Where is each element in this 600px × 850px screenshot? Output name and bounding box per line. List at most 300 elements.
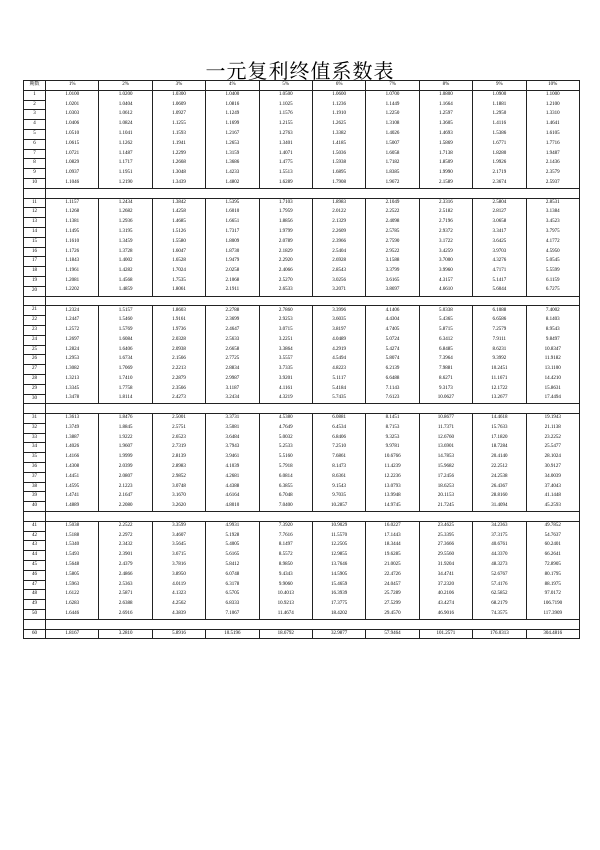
factor-cell: 3.0658 — [473, 218, 526, 228]
factor-cell: 1.5386 — [473, 129, 526, 139]
factor-cell: 1.0201 — [46, 100, 99, 110]
factor-cell: 1.2697 — [46, 335, 99, 345]
spacer-cell — [24, 512, 46, 522]
spacer-cell — [46, 512, 580, 522]
factor-cell: 2.0789 — [259, 237, 312, 247]
factor-cell: 1.4071 — [259, 149, 312, 159]
period-cell: 47 — [24, 580, 46, 590]
table-row — [24, 443, 580, 453]
factor-cell: 4.3276 — [473, 257, 526, 267]
factor-cell: 31.9204 — [419, 561, 472, 571]
factor-cell: 74.3575 — [473, 610, 526, 620]
factor-cell: 2.3674 — [473, 178, 526, 188]
factor-cell: 32.9877 — [312, 629, 365, 639]
factor-cell: 4.5380 — [259, 414, 312, 424]
factor-cell: 1.8061 — [152, 286, 205, 296]
period-cell: 26 — [24, 355, 46, 365]
factor-cell: 5.0724 — [366, 335, 419, 345]
factor-cell: 2.4098 — [366, 218, 419, 228]
factor-cell: 2.7860 — [259, 306, 312, 316]
factor-cell: 8.7153 — [366, 423, 419, 433]
factor-cell: 1.5460 — [99, 316, 152, 326]
factor-cell: 5.1928 — [206, 531, 259, 541]
factor-cell: 3.3731 — [206, 414, 259, 424]
factor-cell: 68.2179 — [473, 600, 526, 610]
factor-cell: 2.4866 — [99, 570, 152, 580]
factor-cell: 7.3920 — [259, 521, 312, 531]
factor-cell: 12.6760 — [419, 433, 472, 443]
factor-cell: 1.3401 — [259, 139, 312, 149]
factor-cell: 2.4273 — [152, 394, 205, 404]
factor-cell: 4.4304 — [366, 316, 419, 326]
factor-cell: 29.4570 — [366, 610, 419, 620]
period-cell: 27 — [24, 365, 46, 375]
factor-cell: 1.4026 — [366, 129, 419, 139]
table-row — [24, 198, 580, 208]
factor-cell: 18.3444 — [366, 541, 419, 551]
table-row — [24, 247, 580, 257]
factor-cell: 1.9487 — [526, 149, 579, 159]
table-row — [24, 570, 580, 580]
factor-cell: 1.7317 — [206, 227, 259, 237]
factor-cell: 1.1449 — [366, 100, 419, 110]
factor-cell: 1.5580 — [152, 237, 205, 247]
factor-cell: 8.6361 — [312, 472, 365, 482]
factor-cell: 6.3855 — [259, 482, 312, 492]
table-header-row — [24, 81, 580, 91]
factor-cell: 6.0814 — [259, 472, 312, 482]
table-row — [24, 345, 580, 355]
factor-cell: 28.8160 — [473, 492, 526, 502]
factor-cell: 2.7590 — [366, 237, 419, 247]
factor-cell: 1.0721 — [46, 149, 99, 159]
factor-cell: 24.2538 — [473, 472, 526, 482]
factor-cell: 2.1589 — [419, 178, 472, 188]
table-body — [24, 90, 580, 639]
factor-cell: 101.2571 — [419, 629, 472, 639]
factor-cell: 15.9682 — [419, 463, 472, 473]
factor-cell: 3.5645 — [152, 541, 205, 551]
table-row — [24, 90, 580, 100]
factor-cell: 34.2363 — [473, 521, 526, 531]
rate-column-header: 10% — [526, 81, 579, 91]
factor-cell: 1.3478 — [46, 394, 99, 404]
factor-cell: 7.3964 — [419, 355, 472, 365]
factor-cell: 1.1881 — [473, 100, 526, 110]
factor-cell: 2.6916 — [99, 610, 152, 620]
table-row — [24, 610, 580, 620]
factor-cell: 1.5038 — [46, 521, 99, 531]
factor-cell: 1.0615 — [46, 139, 99, 149]
table-row — [24, 580, 580, 590]
factor-cell: 5.1417 — [473, 276, 526, 286]
table-row — [24, 306, 580, 316]
factor-cell: 1.7959 — [259, 208, 312, 218]
factor-cell: 1.6105 — [526, 129, 579, 139]
factor-cell: 2.3579 — [526, 169, 579, 179]
factor-cell: 49.7852 — [526, 521, 579, 531]
spacer-cell — [24, 404, 46, 414]
factor-cell: 3.9703 — [473, 247, 526, 257]
factor-cell: 24.0457 — [366, 580, 419, 590]
factor-cell: 9.4343 — [259, 570, 312, 580]
table-row — [24, 100, 580, 110]
rate-column-header: 6% — [312, 81, 365, 91]
factor-cell: 11.9182 — [526, 355, 579, 365]
factor-cell: 1.1157 — [46, 198, 99, 208]
factor-cell: 4.9931 — [206, 521, 259, 531]
factor-cell: 4.1039 — [206, 463, 259, 473]
factor-cell: 4.5950 — [526, 247, 579, 257]
spacer-cell — [46, 296, 580, 306]
period-cell: 32 — [24, 423, 46, 433]
factor-cell: 2.5001 — [152, 414, 205, 424]
period-cell: 20 — [24, 286, 46, 296]
factor-cell: 2.6928 — [312, 257, 365, 267]
period-cell: 29 — [24, 384, 46, 394]
factor-cell: 1.1495 — [46, 227, 99, 237]
factor-cell: 1.9799 — [259, 227, 312, 237]
factor-cell: 1.4595 — [46, 482, 99, 492]
factor-cell: 4.8223 — [312, 365, 365, 375]
factor-cell: 2.6658 — [206, 345, 259, 355]
factor-cell: 1.2653 — [206, 139, 259, 149]
factor-cell: 15.7633 — [473, 423, 526, 433]
factor-cell: 1.8114 — [99, 394, 152, 404]
factor-cell: 41.1448 — [526, 492, 579, 502]
factor-cell: 1.5036 — [312, 149, 365, 159]
factor-cell: 3.6035 — [312, 316, 365, 326]
factor-cell: 1.8476 — [99, 414, 152, 424]
table-row — [24, 492, 580, 502]
factor-cell: 1.9672 — [366, 178, 419, 188]
factor-cell: 12.1722 — [473, 384, 526, 394]
factor-cell: 6.0748 — [206, 570, 259, 580]
factor-cell: 7.1067 — [206, 610, 259, 620]
factor-cell: 44.3370 — [473, 551, 526, 561]
factor-cell: 2.7319 — [152, 443, 205, 453]
spacer-cell — [24, 296, 46, 306]
spacer-cell — [24, 619, 46, 629]
factor-cell: 6.0881 — [312, 414, 365, 424]
rate-column-header: 8% — [419, 81, 472, 91]
factor-cell: 2.3966 — [312, 237, 365, 247]
factor-cell: 2.3699 — [206, 316, 259, 326]
factor-cell: 1.1910 — [312, 110, 365, 120]
factor-cell: 1.5188 — [46, 531, 99, 541]
factor-cell: 1.9607 — [99, 443, 152, 453]
factor-cell: 19.6285 — [366, 551, 419, 561]
factor-cell: 25.5477 — [526, 443, 579, 453]
factor-cell: 3.7816 — [152, 561, 205, 571]
factor-cell: 97.0172 — [526, 590, 579, 600]
spacer-row — [24, 188, 580, 198]
factor-cell: 3.7335 — [259, 365, 312, 375]
factor-cell: 40.2106 — [419, 590, 472, 600]
factor-cell: 2.2080 — [99, 502, 152, 512]
factor-cell: 304.4816 — [526, 629, 579, 639]
factor-cell: 1.6283 — [46, 600, 99, 610]
factor-cell: 19.1943 — [526, 414, 579, 424]
factor-cell: 2.9522 — [366, 247, 419, 257]
factor-cell: 1.8730 — [206, 247, 259, 257]
factor-cell: 10.8677 — [419, 414, 472, 424]
factor-cell: 1.2299 — [152, 149, 205, 159]
factor-cell: 6.6586 — [473, 316, 526, 326]
factor-cell: 1.9736 — [152, 325, 205, 335]
period-cell: 42 — [24, 531, 46, 541]
table-row — [24, 629, 580, 639]
factor-cell: 3.0715 — [259, 325, 312, 335]
factor-cell: 2.9987 — [206, 374, 259, 384]
table-row — [24, 394, 580, 404]
factor-cell: 7.4002 — [526, 306, 579, 316]
factor-cell: 20.4140 — [473, 453, 526, 463]
factor-cell: 10.5196 — [206, 629, 259, 639]
factor-cell: 12.2236 — [366, 472, 419, 482]
factor-cell: 14.4210 — [526, 374, 579, 384]
table-row — [24, 463, 580, 473]
factor-cell: 2.2788 — [206, 306, 259, 316]
factor-cell: 6.7048 — [259, 492, 312, 502]
factor-cell: 2.8139 — [152, 453, 205, 463]
factor-cell: 1.2824 — [46, 345, 99, 355]
factor-cell: 3.1187 — [206, 384, 259, 394]
factor-cell: 1.4026 — [46, 443, 99, 453]
factor-cell: 1.5648 — [46, 561, 99, 571]
factor-cell: 11.1671 — [473, 374, 526, 384]
factor-cell: 23.4625 — [419, 521, 472, 531]
factor-cell: 1.0600 — [312, 90, 365, 100]
factor-cell: 1.4258 — [152, 208, 205, 218]
factor-cell: 5.1117 — [312, 374, 365, 384]
factor-cell: 1.9926 — [473, 159, 526, 169]
spacer-row — [24, 404, 580, 414]
factor-cell: 10.9029 — [312, 521, 365, 531]
factor-cell: 8.5572 — [259, 551, 312, 561]
factor-cell: 1.4116 — [473, 120, 526, 130]
factor-cell: 17.1820 — [473, 433, 526, 443]
factor-cell: 1.9161 — [152, 316, 205, 326]
factor-cell: 9.7035 — [312, 492, 365, 502]
factor-cell: 4.6610 — [419, 286, 472, 296]
factor-cell: 5.4274 — [366, 345, 419, 355]
factor-cell: 1.4685 — [152, 218, 205, 228]
table-row — [24, 423, 580, 433]
factor-cell: 3.6715 — [152, 551, 205, 561]
factor-cell: 21.0025 — [366, 561, 419, 571]
factor-cell: 1.0900 — [473, 90, 526, 100]
factor-cell: 88.1975 — [526, 580, 579, 590]
factor-cell: 34.0039 — [526, 472, 579, 482]
table-row — [24, 482, 580, 492]
period-cell: 30 — [24, 394, 46, 404]
factor-cell: 1.8280 — [473, 149, 526, 159]
factor-cell: 1.2936 — [99, 218, 152, 228]
factor-cell: 1.1951 — [99, 169, 152, 179]
period-cell: 9 — [24, 169, 46, 179]
factor-cell: 31.4094 — [473, 502, 526, 512]
table-row — [24, 374, 580, 384]
factor-cell: 29.5560 — [419, 551, 472, 561]
factor-cell: 1.5395 — [206, 198, 259, 208]
factor-cell: 2.1829 — [259, 247, 312, 257]
table-row — [24, 218, 580, 228]
factor-cell: 1.9479 — [206, 257, 259, 267]
factor-cell: 14.4618 — [473, 414, 526, 424]
period-cell: 46 — [24, 570, 46, 580]
factor-cell: 6.8485 — [419, 345, 472, 355]
factor-cell: 27.3666 — [419, 541, 472, 551]
factor-cell: 5.5160 — [259, 453, 312, 463]
factor-cell: 2.1566 — [152, 355, 205, 365]
factor-cell: 7.7616 — [259, 531, 312, 541]
factor-cell: 3.5557 — [259, 355, 312, 365]
table-row — [24, 159, 580, 169]
factor-cell: 1.6895 — [312, 169, 365, 179]
factor-cell: 5.8715 — [419, 325, 472, 335]
factor-cell: 1.3159 — [206, 149, 259, 159]
factor-cell: 4.2919 — [312, 345, 365, 355]
factor-cell: 1.4889 — [46, 502, 99, 512]
factor-cell: 26.4367 — [473, 482, 526, 492]
factor-cell: 2.2879 — [152, 374, 205, 384]
factor-cell: 2.2522 — [366, 208, 419, 218]
factor-cell: 12.2505 — [312, 541, 365, 551]
factor-cell: 3.4607 — [152, 531, 205, 541]
factor-cell: 1.1699 — [206, 120, 259, 130]
factor-cell: 5.8916 — [152, 629, 205, 639]
factor-cell: 2.1647 — [99, 492, 152, 502]
period-cell: 3 — [24, 110, 46, 120]
factor-cell: 37.2320 — [419, 580, 472, 590]
factor-cell: 1.4233 — [206, 169, 259, 179]
factor-cell: 1.2202 — [46, 286, 99, 296]
factor-cell: 9.8497 — [526, 335, 579, 345]
factor-cell: 2.5871 — [99, 590, 152, 600]
factor-cell: 2.0938 — [152, 345, 205, 355]
factor-cell: 1.9990 — [419, 169, 472, 179]
factor-cell: 1.6406 — [99, 345, 152, 355]
factor-cell: 8.1473 — [312, 463, 365, 473]
spacer-cell — [46, 404, 580, 414]
factor-cell: 1.1046 — [46, 178, 99, 188]
factor-cell: 1.2155 — [259, 120, 312, 130]
factor-cell: 1.4308 — [46, 463, 99, 473]
factor-cell: 1.0800 — [419, 90, 472, 100]
factor-cell: 1.6771 — [473, 139, 526, 149]
factor-cell: 54.7637 — [526, 531, 579, 541]
factor-cell: 3.7943 — [206, 443, 259, 453]
factor-cell: 1.5126 — [152, 227, 205, 237]
period-cell: 22 — [24, 316, 46, 326]
factor-cell: 1.6289 — [259, 178, 312, 188]
factor-cell: 22.2512 — [473, 463, 526, 473]
factor-cell: 2.0258 — [206, 267, 259, 277]
factor-cell: 1.4693 — [419, 129, 472, 139]
factor-cell: 1.5869 — [419, 139, 472, 149]
factor-cell: 3.3799 — [366, 267, 419, 277]
factor-cell: 2.5182 — [419, 208, 472, 218]
factor-cell: 7.6123 — [366, 394, 419, 404]
factor-cell: 1.6084 — [99, 335, 152, 345]
factor-cell: 10.2857 — [312, 502, 365, 512]
factor-cell: 52.6767 — [473, 570, 526, 580]
factor-cell: 13.2677 — [473, 394, 526, 404]
factor-cell: 1.6734 — [99, 355, 152, 365]
factor-cell: 3.9960 — [419, 267, 472, 277]
factor-cell: 1.1236 — [312, 100, 365, 110]
factor-cell: 2.2920 — [259, 257, 312, 267]
factor-cell: 17.1443 — [366, 531, 419, 541]
table-row — [24, 531, 580, 541]
factor-cell: 7.1143 — [366, 384, 419, 394]
factor-cell: 14.5905 — [312, 570, 365, 580]
factor-cell: 25.7289 — [366, 590, 419, 600]
period-cell: 60 — [24, 629, 46, 639]
factor-cell: 1.1025 — [259, 100, 312, 110]
factor-cell: 1.0510 — [46, 129, 99, 139]
table-row — [24, 139, 580, 149]
factor-cell: 2.8543 — [312, 267, 365, 277]
factor-cell: 2.3566 — [152, 384, 205, 394]
factor-cell: 1.2625 — [312, 120, 365, 130]
factor-cell: 1.8983 — [312, 198, 365, 208]
factor-cell: 3.0748 — [152, 482, 205, 492]
period-cell: 24 — [24, 335, 46, 345]
factor-cell: 7.6861 — [312, 453, 365, 463]
factor-cell: 2.5404 — [312, 247, 365, 257]
rate-column-header: 4% — [206, 81, 259, 91]
factor-cell: 2.3432 — [99, 541, 152, 551]
factor-cell: 1.7138 — [419, 149, 472, 159]
factor-cell: 18.7284 — [473, 443, 526, 453]
factor-cell: 1.1610 — [46, 237, 99, 247]
factor-cell: 1.6446 — [46, 610, 99, 620]
factor-cell: 1.3108 — [366, 120, 419, 130]
factor-cell: 21.7245 — [419, 502, 472, 512]
period-cell: 19 — [24, 276, 46, 286]
factor-cell: 3.2071 — [312, 286, 365, 296]
factor-cell: 1.4568 — [99, 276, 152, 286]
factor-cell: 1.7908 — [312, 178, 365, 188]
table-row — [24, 335, 580, 345]
period-cell: 7 — [24, 149, 46, 159]
factor-cell: 2.4379 — [99, 561, 152, 571]
factor-cell: 1.1576 — [259, 110, 312, 120]
factor-cell: 1.2572 — [46, 325, 99, 335]
factor-cell: 6.3178 — [206, 580, 259, 590]
factor-cell: 1.8603 — [152, 306, 205, 316]
factor-cell: 1.3459 — [99, 237, 152, 247]
factor-cell: 5.6044 — [473, 286, 526, 296]
factor-cell: 1.7103 — [259, 198, 312, 208]
factor-cell: 1.1262 — [99, 139, 152, 149]
factor-cell: 8.1451 — [366, 414, 419, 424]
factor-cell: 1.7410 — [99, 374, 152, 384]
factor-cell: 4.3839 — [152, 610, 205, 620]
factor-cell: 8.6231 — [473, 345, 526, 355]
factor-cell: 5.0338 — [419, 306, 472, 316]
factor-cell: 3.2434 — [206, 394, 259, 404]
period-cell: 44 — [24, 551, 46, 561]
factor-cell: 1.1664 — [419, 100, 472, 110]
factor-cell: 11.7371 — [419, 423, 472, 433]
factor-cell: 2.6388 — [99, 600, 152, 610]
factor-cell: 15.4659 — [312, 580, 365, 590]
factor-cell: 1.7182 — [366, 159, 419, 169]
factor-cell: 25.3395 — [419, 531, 472, 541]
